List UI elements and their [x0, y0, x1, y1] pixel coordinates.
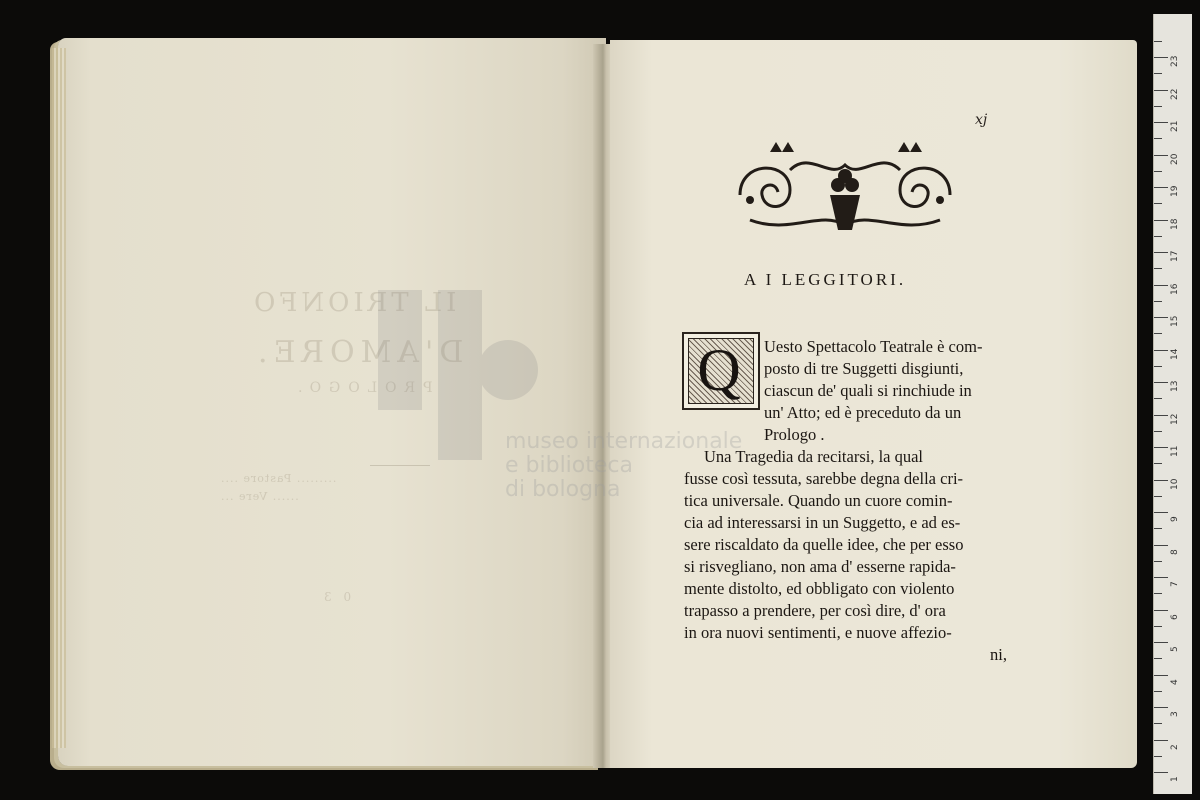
ruler-half-tick: [1154, 138, 1162, 139]
ruler-half-tick: [1154, 561, 1162, 562]
ruler-label: 4: [1170, 678, 1180, 685]
ruler-half-tick: [1154, 756, 1162, 757]
ruler-label: 5: [1170, 646, 1180, 652]
ruler-label: 10: [1170, 478, 1180, 490]
text-line-13: trapasso a prendere, per così dire, d' ora: [684, 601, 946, 620]
headpiece-ornament-icon: [730, 140, 960, 240]
ruler-half-tick: [1154, 723, 1162, 724]
ruler-label: 1: [1170, 776, 1180, 782]
text-line-5: Prologo .: [764, 425, 825, 444]
text-line-9: cia ad interessarsi in un Suggetto, e ad es-: [684, 513, 961, 532]
text-line-3: ciascun de' quali si rinchiude in: [764, 381, 972, 400]
text-line-4: un' Atto; ed è preceduto da un: [764, 403, 962, 422]
text-line-7: fusse così tessuta, sarebbe degna della cri-: [684, 469, 964, 488]
ruler-label: 7: [1170, 581, 1180, 587]
ruler-label: 9: [1170, 516, 1180, 522]
show-through-text-2: ...... Vere ...: [220, 490, 299, 503]
ruler-label: 11: [1170, 445, 1180, 457]
ruler-tick: [1154, 772, 1168, 773]
ruler-tick: [1154, 740, 1168, 741]
ruler-half-tick: [1154, 658, 1162, 659]
ruler-half-tick: [1154, 463, 1162, 464]
ruler-tick: [1154, 285, 1168, 286]
show-through-title: IL TRIONFO: [250, 288, 457, 318]
ruler-tick: [1154, 317, 1168, 318]
ruler-half-tick: [1154, 236, 1162, 237]
initial-letter: Q: [697, 337, 741, 403]
ruler-tick: [1154, 675, 1168, 676]
text-line-12: mente distolto, ed obbligato con violento: [684, 579, 955, 598]
ruler-half-tick: [1154, 528, 1162, 529]
show-through-title-2: D'AMORE.: [252, 335, 464, 370]
measuring-ruler: [1153, 14, 1192, 794]
ruler-label: 8: [1170, 548, 1180, 555]
ruler-label: 23: [1170, 55, 1180, 67]
ruler-label: 3: [1170, 711, 1180, 717]
show-through-rule: [370, 465, 430, 466]
ruler-tick: [1154, 577, 1168, 578]
text-line-6: Una Tragedia da recitarsi, la qual: [704, 447, 924, 466]
ruler-half-tick: [1154, 301, 1162, 302]
show-through-signature: 0 3: [320, 590, 352, 604]
watermark-line-2: e biblioteca: [505, 453, 633, 478]
ruler-tick: [1154, 415, 1168, 416]
ruler-half-tick: [1154, 366, 1162, 367]
catchword: ni,: [990, 645, 1007, 664]
ruler-label: 6: [1170, 613, 1180, 620]
ruler-tick: [1154, 220, 1168, 221]
ruler-half-tick: [1154, 41, 1162, 42]
ruler-label: 18: [1170, 218, 1180, 230]
ruler-half-tick: [1154, 203, 1162, 204]
ruler-tick: [1154, 447, 1168, 448]
text-line-2: posto di tre Suggetti disgiunti,: [764, 359, 964, 378]
ruler-label: 20: [1170, 153, 1180, 165]
ruler-tick: [1154, 155, 1168, 156]
ruler-label: 16: [1170, 283, 1180, 295]
ruler-half-tick: [1154, 73, 1162, 74]
ruler-half-tick: [1154, 171, 1162, 172]
ruler-tick: [1154, 57, 1168, 58]
ruler-tick: [1154, 252, 1168, 253]
ruler-label: 14: [1170, 348, 1180, 360]
text-line-8: tica universale. Quando un cuore comin-: [684, 491, 953, 510]
ruler-half-tick: [1154, 268, 1162, 269]
ruler-label: 19: [1170, 185, 1180, 197]
ruler-label: 12: [1170, 413, 1180, 425]
decorated-initial: [682, 332, 760, 410]
ruler-label: 21: [1170, 120, 1180, 132]
ruler-label: 2: [1170, 743, 1180, 750]
text-line-10: sere riscaldato da quelle idee, che per esso: [684, 535, 964, 554]
ruler-tick: [1154, 707, 1168, 708]
ruler-tick: [1154, 350, 1168, 351]
ruler-label: 17: [1170, 250, 1180, 262]
ruler-tick: [1154, 187, 1168, 188]
ruler-half-tick: [1154, 333, 1162, 334]
ruler-tick: [1154, 610, 1168, 611]
ruler-half-tick: [1154, 691, 1162, 692]
ruler-label: 15: [1170, 315, 1180, 327]
show-through-subtitle: PROLOGO.: [290, 380, 433, 396]
ruler-tick: [1154, 122, 1168, 123]
text-line-14: in ora nuovi sentimenti, e nuove affezio-: [684, 623, 952, 642]
ruler-half-tick: [1154, 626, 1162, 627]
ruler-label: 13: [1170, 380, 1180, 392]
ruler-tick: [1154, 382, 1168, 383]
ruler-half-tick: [1154, 496, 1162, 497]
ruler-tick: [1154, 480, 1168, 481]
ruler-half-tick: [1154, 431, 1162, 432]
ruler-tick: [1154, 90, 1168, 91]
text-line-11: si risvegliano, non ama d' esserne rapida-: [684, 557, 956, 576]
folio-number: xj: [975, 112, 988, 128]
ruler-tick: [1154, 545, 1168, 546]
text-line-1: Uesto Spettacolo Teatrale è com-: [764, 337, 983, 356]
watermark-line-1: museo internazionale: [505, 429, 743, 454]
ruler-half-tick: [1154, 593, 1162, 594]
ruler-tick: [1154, 642, 1168, 643]
ruler-half-tick: [1154, 398, 1162, 399]
watermark-line-3: di bologna: [505, 477, 621, 502]
section-heading: A I LEGGITORI.: [744, 270, 907, 289]
ruler-label: 22: [1170, 88, 1180, 100]
show-through-text-1: ......... Pastore ....: [220, 472, 337, 485]
ruler-half-tick: [1154, 106, 1162, 107]
ruler-tick: [1154, 512, 1168, 513]
